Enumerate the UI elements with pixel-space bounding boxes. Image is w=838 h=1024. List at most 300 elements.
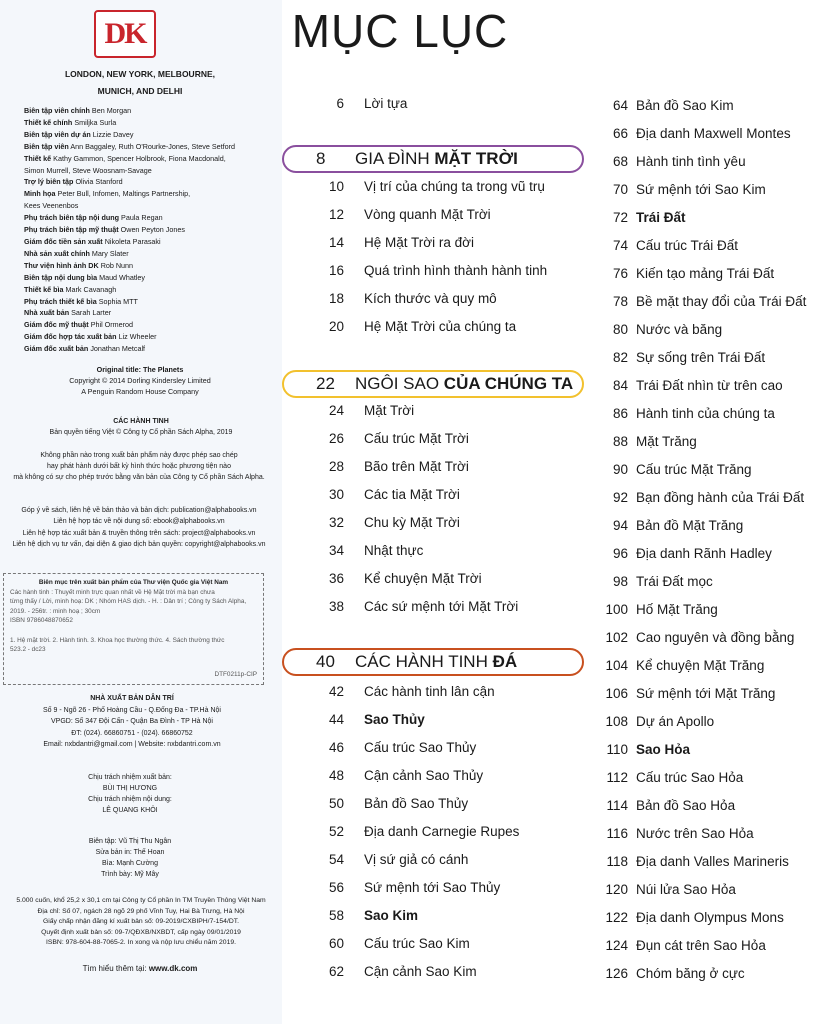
page-number: 98 xyxy=(612,574,628,589)
credit-name: Ben Morgan xyxy=(91,106,132,115)
responsibility-line: LÊ QUANG KHÔI xyxy=(102,807,158,814)
page-number: 62 xyxy=(328,964,344,979)
publisher-line: Số 9 - Ngõ 26 - Phố Hoàng Cầu - Q.Đống Đa - TP.Hà Nội xyxy=(43,706,221,714)
entry-title: Vị sứ giả có cánh xyxy=(364,852,469,867)
toc-entry[interactable] xyxy=(294,932,584,956)
credit-row xyxy=(0,307,282,319)
entry-title: Trái Đất mọc xyxy=(636,574,713,589)
cip-lines xyxy=(10,588,257,655)
entry-title: Sứ mệnh tới Sao Kim xyxy=(636,182,766,197)
page-number: 32 xyxy=(328,515,344,530)
toc-entry[interactable] xyxy=(586,766,826,790)
copy-notice xyxy=(5,450,273,483)
toc-entry[interactable] xyxy=(294,708,584,732)
printing-line: Giấy chấp nhận đăng kí xuất bản số: 09-2019/CXBIPH/7-154/DT. xyxy=(42,918,240,926)
toc-entry[interactable] xyxy=(586,962,826,986)
page-number: 124 xyxy=(605,938,628,953)
chapter-page-number: 22 xyxy=(316,374,335,393)
page-number: 110 xyxy=(606,742,628,757)
credit-role: Nhà xuất bản xyxy=(24,308,70,318)
chapter-page-number: 40 xyxy=(316,652,335,671)
page-number: 122 xyxy=(605,910,628,925)
credit-name: Jonathan Metcalf xyxy=(90,344,146,354)
chapter-heading[interactable] xyxy=(282,648,584,676)
responsibility-line: Chịu trách nhiệm xuất bản: xyxy=(88,774,172,781)
toc-entry[interactable] xyxy=(294,792,584,816)
page-number: 42 xyxy=(328,684,344,699)
entry-title: Cấu trúc Sao Thủy xyxy=(364,740,477,755)
toc-entry[interactable] xyxy=(294,876,584,900)
more-prefix: Tìm hiểu thêm tại: xyxy=(82,964,149,973)
page-number: 126 xyxy=(605,966,628,981)
notice-line: mà không có sự cho phép trước bằng văn bản của Công ty Cổ phần Sách Alpha. xyxy=(13,474,265,481)
page-number: 30 xyxy=(328,487,344,502)
entry-title: Bản đồ Sao Hỏa xyxy=(636,798,736,813)
entry-title: Sứ mệnh tới Mặt Trăng xyxy=(636,686,776,701)
credit-row xyxy=(0,141,282,153)
entry-title: Địa danh Carnegie Rupes xyxy=(364,824,520,839)
entry-title: Cấu trúc Trái Đất xyxy=(636,238,739,253)
toc-entry[interactable] xyxy=(294,848,584,872)
page-number: 72 xyxy=(612,210,628,225)
printing-info xyxy=(2,896,280,949)
page-number: 66 xyxy=(612,126,628,141)
contact-info xyxy=(5,505,273,551)
website-link[interactable]: www.dk.com xyxy=(148,964,198,973)
publisher-line: ĐT: (024). 66860751 - (024). 66860752 xyxy=(71,729,193,737)
chapter-title-bold: ĐÁ xyxy=(492,652,518,671)
credit-role: Giám đốc mỹ thuật xyxy=(24,320,89,330)
page-number: 52 xyxy=(328,824,344,839)
credit-role: Phụ trách thiết kế bìa xyxy=(24,296,97,306)
credit-name: Mary Slater xyxy=(91,248,129,258)
page-number: 56 xyxy=(328,880,344,895)
credit-row xyxy=(0,272,282,284)
page-number: 46 xyxy=(328,740,344,755)
chapter-heading[interactable] xyxy=(282,370,584,398)
toc-entry[interactable] xyxy=(586,794,826,818)
chapter-title-prefix: NGÔI SAO xyxy=(355,374,444,393)
toc-entry[interactable] xyxy=(586,878,826,902)
entry-title: Chu kỳ Mặt Trời xyxy=(364,515,460,530)
page-number: 20 xyxy=(328,319,344,334)
toc-entry[interactable] xyxy=(294,483,584,507)
entry-title: Chóm băng ở cực xyxy=(636,966,745,981)
toc-entry[interactable] xyxy=(294,595,584,619)
credit-name: Sophia MTT xyxy=(98,296,138,306)
credit-row xyxy=(0,153,282,165)
entry-title: Bề mặt thay đổi của Trái Đất xyxy=(636,294,807,309)
cip-line xyxy=(10,626,257,636)
credit-role: Biên tập nội dung bìa xyxy=(24,272,98,282)
toc-entry[interactable] xyxy=(586,738,826,762)
credit-name: Nikoleta Parasaki xyxy=(104,236,161,246)
credit-row xyxy=(0,165,282,177)
toc-entry[interactable] xyxy=(586,402,826,426)
cip-heading: Biên mục trên xuất bản phẩm của Thư viện Quốc gia Việt Nam xyxy=(38,579,229,586)
chapter-title xyxy=(355,372,573,395)
toc-entry[interactable] xyxy=(586,346,826,370)
credit-row xyxy=(0,236,282,248)
staff-block xyxy=(60,836,200,880)
credit-name: Peter Bull, Infomen, Maltings Partnership, xyxy=(57,189,191,199)
credit-role: Biên tập viên dự án xyxy=(24,129,91,139)
chapter-title xyxy=(355,147,518,170)
imprint-panel xyxy=(0,0,282,1024)
credit-row xyxy=(0,188,282,200)
credit-name: Paula Regan xyxy=(121,213,163,223)
dk-logo: DK xyxy=(94,10,156,58)
page-number: 106 xyxy=(605,686,628,701)
credit-role: Thư viện hình ảnh DK xyxy=(24,260,99,270)
chapter-heading[interactable] xyxy=(282,145,584,173)
entry-title: Lời tựa xyxy=(364,96,408,111)
toc-entry[interactable] xyxy=(586,150,826,174)
credit-role: Nhà sản xuất chính xyxy=(24,248,90,258)
toc-entry[interactable] xyxy=(294,287,584,311)
entry-title: Nước và băng xyxy=(636,322,723,337)
page-number: 48 xyxy=(328,768,344,783)
entry-title: Các tia Mặt Trời xyxy=(364,487,460,502)
entry-title: Vị trí của chúng ta trong vũ trụ xyxy=(364,179,545,194)
vn-title: CÁC HÀNH TINH xyxy=(113,418,169,425)
entry-title: Vòng quanh Mặt Trời xyxy=(364,207,491,222)
page-number: 34 xyxy=(328,543,344,558)
page-number: 70 xyxy=(612,182,628,197)
cip-line: Các hành tinh : Thuyết minh trực quan nhất về Hệ Mặt trời mà bạn chưa xyxy=(10,588,215,596)
credit-name: Owen Peyton Jones xyxy=(120,225,185,235)
page-number: 86 xyxy=(612,406,628,421)
entry-title: Kích thước và quy mô xyxy=(364,291,497,306)
credit-role: Thiết kế xyxy=(24,153,52,163)
entry-title: Sứ mệnh tới Sao Thủy xyxy=(364,880,501,895)
credit-role: Giám đốc tiền sản xuất xyxy=(24,236,103,246)
page-number: 112 xyxy=(606,770,628,785)
vn-rights: Bản quyền tiếng Việt © Công ty Cổ phần Sách Alpha, 2019 xyxy=(49,429,233,436)
toc-entry[interactable] xyxy=(294,455,584,479)
entry-title: Đụn cát trên Sao Hỏa xyxy=(636,938,766,953)
credit-name: Maud Whatley xyxy=(99,272,146,282)
page-number: 120 xyxy=(605,882,628,897)
credit-name: Rob Nunn xyxy=(100,260,134,270)
staff-line: Sửa bản in: Thế Hoan xyxy=(95,849,165,856)
entry-title: Các sứ mệnh tới Mặt Trời xyxy=(364,599,519,614)
toc-entry[interactable] xyxy=(586,542,826,566)
toc-entry[interactable] xyxy=(294,427,584,451)
more-info xyxy=(30,964,250,973)
credit-name: Mark Cavanagh xyxy=(65,284,117,294)
toc-entry[interactable] xyxy=(586,178,826,202)
credit-name: Phil Ormerod xyxy=(90,320,134,330)
page-number: 78 xyxy=(612,294,628,309)
page-number: 16 xyxy=(328,263,344,278)
publisher-lines xyxy=(12,705,252,751)
entry-title: Hố Mặt Trăng xyxy=(636,602,718,617)
credit-role: Minh họa xyxy=(24,189,56,199)
page-title: MỤC LỤC xyxy=(291,5,509,57)
chapter-title xyxy=(355,650,517,673)
page-number: 18 xyxy=(328,291,344,306)
entry-title: Cao nguyên và đồng bằng xyxy=(636,630,795,645)
page-number: 102 xyxy=(605,630,628,645)
page-number: 116 xyxy=(606,826,628,841)
toc-entry[interactable] xyxy=(294,175,584,199)
entry-title: Hệ Mặt Trời ra đời xyxy=(364,235,474,250)
page-number: 114 xyxy=(606,798,628,813)
toc-entry[interactable] xyxy=(294,315,584,339)
toc-entry[interactable] xyxy=(586,710,826,734)
responsibility-line: BÙI THỊ HƯƠNG xyxy=(102,785,158,792)
page-number: 80 xyxy=(612,322,628,337)
page-number: 76 xyxy=(612,266,628,281)
page-number: 14 xyxy=(328,235,344,250)
page-number: 60 xyxy=(328,936,344,951)
credit-role: Giám đốc hợp tác xuất bản xyxy=(24,332,117,342)
cip-line: 2019. - 256tr. : minh hoạ ; 30cm xyxy=(10,607,101,615)
credit-row xyxy=(0,296,282,308)
page-number: 26 xyxy=(328,431,344,446)
entry-title: Kể chuyện Mặt Trăng xyxy=(636,658,765,673)
toc-entry[interactable] xyxy=(586,318,826,342)
entry-title: Cấu trúc Sao Hỏa xyxy=(636,770,744,785)
cip-box xyxy=(3,573,264,685)
credit-row xyxy=(0,200,282,212)
contact-line: Góp ý về sách, liên hệ về bản thảo và bản dịch: publication@alphabooks.vn xyxy=(21,507,257,514)
page-number: 54 xyxy=(328,852,344,867)
toc-entry[interactable] xyxy=(586,262,826,286)
toc-entry[interactable] xyxy=(586,514,826,538)
credit-name: Kathy Gammon, Spencer Holbrook, Fiona Macdonald, xyxy=(53,153,226,163)
toc-entry[interactable] xyxy=(586,206,826,230)
entry-title: Sự sống trên Trái Đất xyxy=(636,350,766,365)
toc-entry[interactable] xyxy=(586,290,826,314)
vietnamese-title-block xyxy=(20,416,262,438)
entry-title: Cấu trúc Mặt Trăng xyxy=(636,462,752,477)
credit-role: Biên tập viên chính xyxy=(24,106,90,115)
toc-entry[interactable] xyxy=(586,626,826,650)
staff-line: Bìa: Mạnh Cường xyxy=(102,860,158,867)
credit-row xyxy=(0,284,282,296)
toc-entry[interactable] xyxy=(586,654,826,678)
toc-entry[interactable] xyxy=(294,680,584,704)
responsibility-block xyxy=(60,772,200,816)
credits-list xyxy=(0,105,282,355)
credit-name: Kees Veenenbos xyxy=(24,201,79,211)
chapter-title-bold: CỦA CHÚNG TA xyxy=(443,374,574,393)
printing-line: Quyết định xuất bản số: 09-7/QĐXB/NXBDT, cấp ngày 09/01/2019 xyxy=(41,928,241,936)
toc-entry[interactable] xyxy=(586,234,826,258)
credit-name: Simon Murrell, Steve Woosnam-Savage xyxy=(24,165,152,175)
copyright: Copyright © 2014 Dorling Kindersley Limited xyxy=(69,376,211,385)
responsibility-line: Chịu trách nhiệm nội dung: xyxy=(88,796,172,803)
cip-line: ISBN 9786048870652 xyxy=(10,617,73,625)
toc-entry[interactable] xyxy=(294,203,584,227)
page-number: 6 xyxy=(336,96,344,111)
cip-line: 523.2 - dc23 xyxy=(10,646,46,654)
page-number: 88 xyxy=(612,434,628,449)
notice-line: Không phần nào trong xuất bản phẩm này được phép sao chép xyxy=(40,452,238,459)
credit-row xyxy=(0,212,282,224)
page-number: 100 xyxy=(605,602,628,617)
entry-title: Bản đồ Sao Thủy xyxy=(364,796,469,811)
credit-row xyxy=(0,224,282,236)
credit-row xyxy=(0,248,282,260)
entry-title: Bão trên Mặt Trời xyxy=(364,459,469,474)
entry-title: Địa danh Rãnh Hadley xyxy=(636,546,772,561)
entry-title: Các hành tinh lân cận xyxy=(364,684,495,699)
entry-title: Bản đồ Sao Kim xyxy=(636,98,734,113)
toc-entry[interactable] xyxy=(294,567,584,591)
staff-line: Trình bày: Mỹ Mây xyxy=(101,871,159,878)
credit-row xyxy=(0,105,282,117)
page-number: 74 xyxy=(612,238,628,253)
original-title: Original title: The Planets xyxy=(96,365,184,374)
entry-title: Cận cảnh Sao Kim xyxy=(364,964,477,979)
entry-title: Mặt Trời xyxy=(364,403,415,418)
credit-row xyxy=(0,260,282,272)
page-number: 10 xyxy=(328,179,344,194)
toc-entry[interactable] xyxy=(586,682,826,706)
entry-title: Núi lửa Sao Hỏa xyxy=(636,882,736,897)
notice-line: hay phát hành dưới bất kỳ hình thức hoặc phương tiện nào xyxy=(47,463,231,470)
publisher-name: NHÀ XUẤT BẢN DÂN TRÍ xyxy=(90,695,174,702)
publisher-line: VPGD: Số 347 Đội Cấn - Quận Ba Đình - TP Hà Nội xyxy=(51,718,213,725)
credit-row xyxy=(0,117,282,129)
cip-code: DTF0211p-CIP xyxy=(214,671,257,679)
staff-line: Biên tập: Vũ Thị Thu Ngân xyxy=(88,838,172,845)
publisher-cities: LONDON, NEW YORK, MELBOURNE, MUNICH, AND DELHI xyxy=(64,69,215,96)
entry-title: Hành tinh tình yêu xyxy=(636,154,746,169)
entry-title: Sao Hỏa xyxy=(636,742,691,757)
toc-entry[interactable] xyxy=(294,539,584,563)
toc-entry[interactable] xyxy=(586,934,826,958)
entry-title: Kiến tạo mảng Trái Đất xyxy=(636,266,775,281)
entry-title: Bản đồ Mặt Trăng xyxy=(636,518,744,533)
toc-entry[interactable] xyxy=(586,430,826,454)
toc-entry[interactable] xyxy=(586,570,826,594)
credit-role: Thiết kế chính xyxy=(24,117,73,127)
page-number: 90 xyxy=(612,462,628,477)
printing-line: Địa chỉ: Số 07, ngách 28 ngõ 29 phố Vĩnh Tuy, Hai Bà Trưng, Hà Nội xyxy=(37,907,245,915)
toc-entry[interactable] xyxy=(586,94,826,118)
credit-row xyxy=(0,343,282,355)
contact-line: Liên hệ dịch vụ tư vấn, đại diện & giao dịch bản quyền: copyright@alphabooks.vn xyxy=(12,541,266,549)
publisher-line: Email: nxbdantri@gmail.com | Website: nxbdantri.com.vn xyxy=(43,741,221,748)
credit-name: Sarah Larter xyxy=(71,308,112,318)
entry-title: Nhật thực xyxy=(364,543,424,558)
entry-title: Địa danh Maxwell Montes xyxy=(636,126,791,141)
entry-title: Mặt Trăng xyxy=(636,434,697,449)
entry-title: Sao Kim xyxy=(364,908,419,923)
toc-entry[interactable] xyxy=(586,374,826,398)
page-number: 28 xyxy=(328,459,344,474)
page-number: 38 xyxy=(328,599,344,614)
entry-title: Bạn đồng hành của Trái Đất xyxy=(636,490,805,505)
toc-entry[interactable] xyxy=(586,122,826,146)
page-number: 104 xyxy=(605,658,628,673)
page-number: 36 xyxy=(328,571,344,586)
cip-line: từng thấy / Lời, minh hoạ: DK ; Nhóm HAS dịch. - H. : Dân trí ; Công ty Sách Alpha, xyxy=(10,598,247,606)
credit-row xyxy=(0,331,282,343)
publishing-house: A Penguin Random House Company xyxy=(81,387,199,396)
credit-name: Lizzie Davey xyxy=(92,129,134,139)
contact-line: Liên hệ hợp tác xuất bản & truyền thông trên sách: project@alphabooks.vn xyxy=(22,529,256,537)
chapter-title-bold: MẶT TRỜI xyxy=(434,149,518,168)
entry-title: Địa danh Valles Marineris xyxy=(636,854,789,869)
credit-row xyxy=(0,176,282,188)
toc-entry[interactable] xyxy=(294,231,584,255)
page-number: 58 xyxy=(328,908,344,923)
page-number: 82 xyxy=(612,350,628,365)
entry-title: Địa danh Olympus Mons xyxy=(636,910,784,925)
cip-line: 1. Hệ mặt trời. 2. Hành tinh. 3. Khoa học thường thức. 4. Sách thường thức xyxy=(10,636,225,644)
printing-line: 5.000 cuốn, khổ 25,2 x 30,1 cm tại Công ty Cổ phần In TM Truyền Thông Việt Nam xyxy=(16,897,266,904)
page-number: 92 xyxy=(612,490,628,505)
toc-entry[interactable] xyxy=(586,822,826,846)
credit-row xyxy=(0,129,282,141)
credit-name: Smiljka Surla xyxy=(74,117,117,127)
toc-entry[interactable] xyxy=(586,458,826,482)
entry-title: Sao Thủy xyxy=(364,712,425,727)
credit-name: Olivia Stanford xyxy=(75,177,123,187)
toc-entry[interactable] xyxy=(294,764,584,788)
toc-entry[interactable] xyxy=(294,259,584,283)
toc-entry[interactable] xyxy=(586,486,826,510)
page-number: 50 xyxy=(328,796,344,811)
contact-line: Liên hệ hợp tác về nội dung số: ebook@alphabooks.vn xyxy=(53,518,225,526)
toc-entry[interactable] xyxy=(294,904,584,928)
credit-name: Ann Baggaley, Ruth O'Rourke-Jones, Steve Setford xyxy=(70,141,235,151)
credit-role: Giám đốc xuất bản xyxy=(24,344,89,354)
printing-line: ISBN: 978-604-88-7065-2. In xong và nộp lưu chiểu năm 2019. xyxy=(45,939,237,947)
chapter-page-number: 8 xyxy=(316,149,326,168)
page-number: 12 xyxy=(328,207,344,222)
entry-title: Hệ Mặt Trời của chúng ta xyxy=(364,319,517,334)
toc-entry[interactable] xyxy=(294,92,584,116)
toc-entry[interactable] xyxy=(294,736,584,760)
toc-entry[interactable] xyxy=(586,850,826,874)
chapter-title-prefix: GIA ĐÌNH xyxy=(355,149,435,168)
toc-entry[interactable] xyxy=(586,598,826,622)
entry-title: Kể chuyện Mặt Trời xyxy=(364,571,482,586)
credit-role: Phụ trách biên tập mỹ thuật xyxy=(24,225,119,235)
entry-title: Cận cảnh Sao Thủy xyxy=(364,768,484,783)
page-number: 96 xyxy=(612,546,628,561)
credit-role: Thiết kế bìa xyxy=(24,284,64,294)
entry-title: Trái Đất xyxy=(636,210,686,225)
toc-entry[interactable] xyxy=(294,399,584,423)
page-number: 94 xyxy=(612,518,628,533)
page-number: 68 xyxy=(612,154,628,169)
page-number: 84 xyxy=(612,378,628,393)
credit-role: Biên tập viên xyxy=(24,141,69,151)
credit-row xyxy=(0,319,282,331)
entry-title: Hành tinh của chúng ta xyxy=(636,406,775,421)
toc-entry[interactable] xyxy=(294,511,584,535)
chapter-title-prefix: CÁC HÀNH TINH xyxy=(355,652,493,671)
credit-name: Liz Wheeler xyxy=(118,332,157,342)
entry-title: Dự án Apollo xyxy=(636,714,715,729)
original-title-block xyxy=(50,364,230,397)
toc-entry[interactable] xyxy=(294,820,584,844)
page-number: 44 xyxy=(328,712,344,727)
page-number: 108 xyxy=(605,714,628,729)
toc-entry[interactable] xyxy=(586,906,826,930)
toc-entry[interactable] xyxy=(294,960,584,984)
publisher-block xyxy=(12,693,252,751)
entry-title: Cấu trúc Sao Kim xyxy=(364,936,470,951)
credit-role: Phụ trách biên tập nội dung xyxy=(24,213,120,223)
